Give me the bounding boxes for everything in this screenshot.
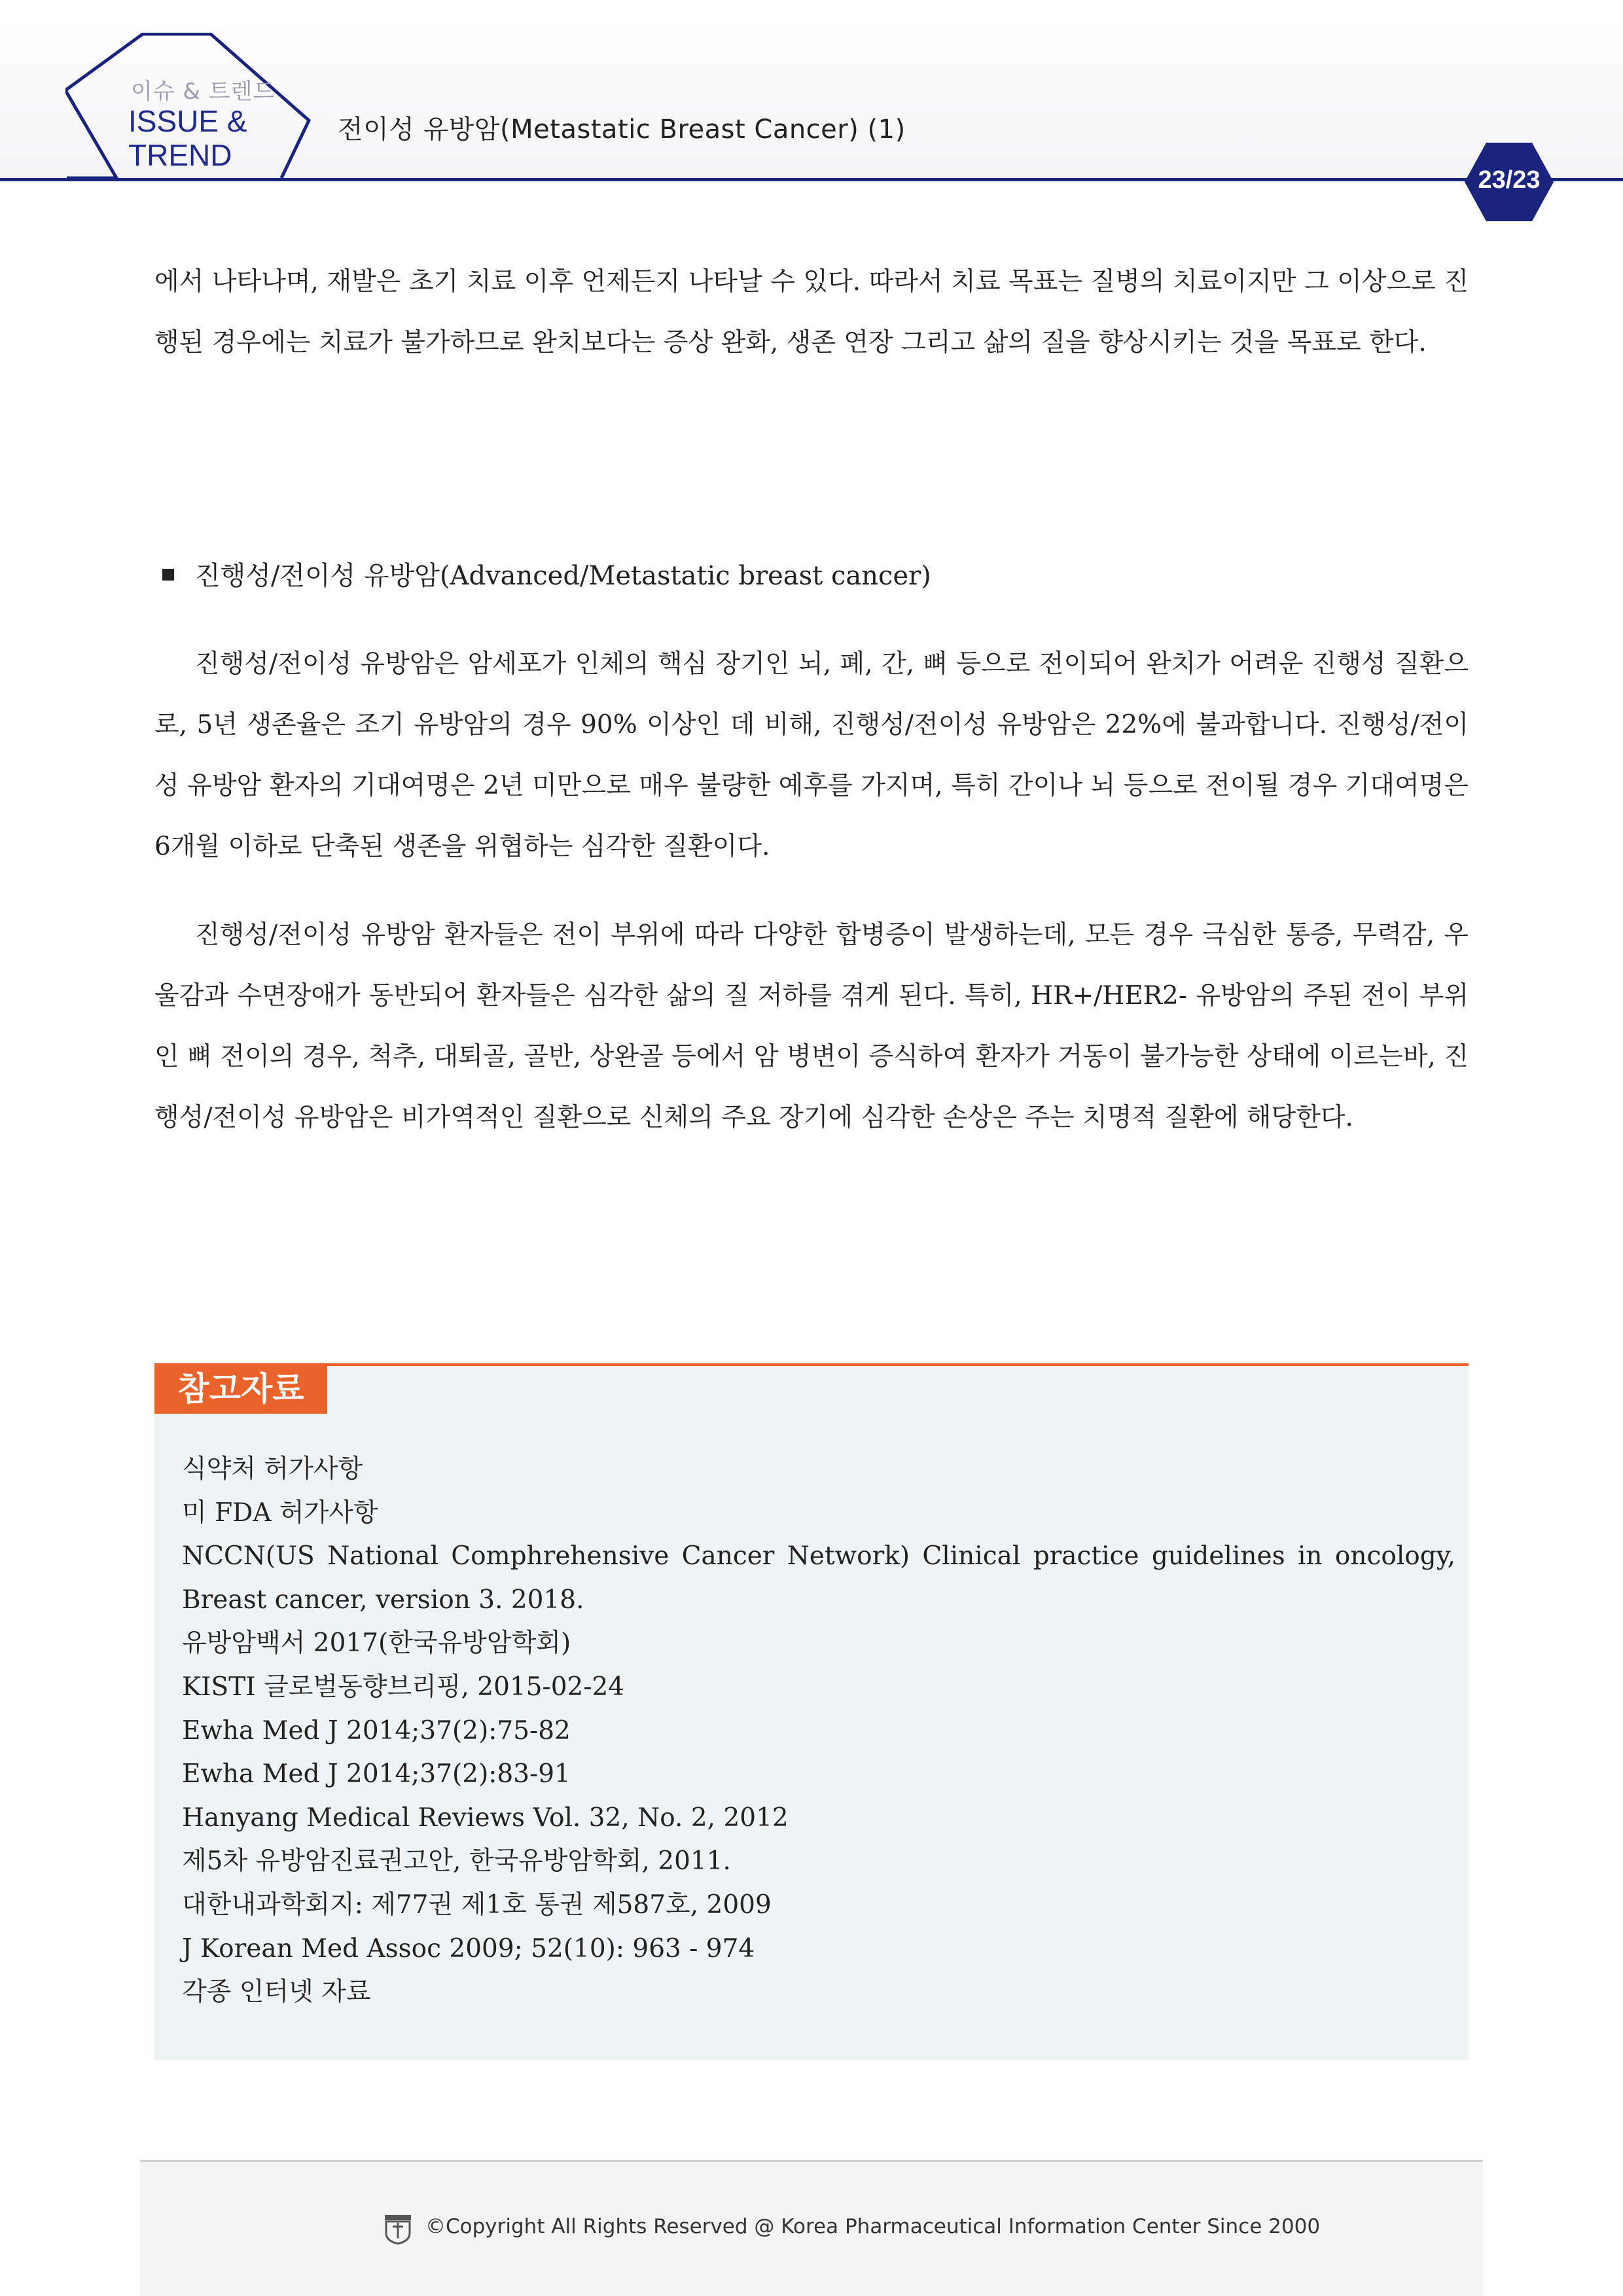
references-top-rule (154, 1363, 1469, 1366)
reference-item: 제5차 유방암진료권고안, 한국유방암학회, 2011. (182, 1846, 731, 1876)
references-list (182, 1448, 1455, 2015)
page-number: 23/23 (1478, 166, 1541, 194)
section-heading: 진행성/전이성 유방암(Advanced/Metastatic breast cancer) (195, 561, 931, 591)
reference-item: Hanyang Medical Reviews Vol. 32, No. 2, 2012 (182, 1803, 789, 1833)
reference-item: 유방암백서 2017(한국유방암학회) (182, 1628, 571, 1659)
reference-item: NCCN(US National Comphrehensive Cancer Network) Clinical practice guidelines in oncology, Breast cancer, version 3. 2018. (182, 1541, 1455, 1615)
reference-item: 각종 인터넷 자료 (182, 1977, 371, 2007)
reference-item: 대한내과학회지: 제77권 제1호 통권 제587호, 2009 (182, 1890, 772, 1920)
reference-item: 미 FDA 허가사항 (182, 1498, 378, 1528)
square-bullet-icon (162, 569, 174, 581)
reference-item: KISTI 글로벌동향브리핑, 2015-02-24 (182, 1672, 625, 1702)
intro-paragraph: 에서 나타나며, 재발은 초기 치료 이후 언제든지 나타날 수 있다. 따라서 치료 목표는 질병의 치료이지만 그 이상으로 진행된 경우에는 치료가 불가하므로 완치보다는 증상 완화, 생존 연장 그리고 삶의 질을 향상시키는 것을 목표로 한다. (154, 267, 1469, 357)
body-paragraph-2: 진행성/전이성 유방암 환자들은 전이 부위에 따라 다양한 합병증이 발생하는데, 모든 경우 극심한 통증, 무력감, 우울감과 수면장애가 동반되어 환자들은 심각한 삶의 질 저하를 겪게 된다. 특히, HR+/HER2- 유방암의 주된 전이 부위인 뼈 전이의 경우, 척추, 대퇴골, 골반, 상완골 등에서 암 병변이 증식하여 환자가 거동이 불가능한 상태에 이르는바, 진행성/전이성 유방암은 비가역적인 질환으로 신체의 주요 장기에 심각한 손상은 주는 치명적 질환에 해당한다. (154, 920, 1469, 1132)
reference-item: J Korean Med Assoc 2009; 52(10): 963 - 974 (182, 1933, 755, 1964)
footer-divider (140, 2160, 1483, 2162)
references-title: 참고자료 (154, 1364, 327, 1414)
page-title: 전이성 유방암(Metastatic Breast Cancer) (1) (338, 115, 906, 145)
body-paragraph-1: 진행성/전이성 유방암은 암세포가 인체의 핵심 장기인 뇌, 폐, 간, 뼈 등으로 전이되어 완치가 어려운 진행성 질환으로, 5년 생존율은 조기 유방암의 경우 90% 이상인 데 비해, 진행성/전이성 유방암은 22%에 불과합니다. 진행성/전이성 유방암 환자의 기대여명은 2년 미만으로 매우 불량한 예후를 가지며, 특히 간이나 뇌 등으로 전이될 경우 기대여명은 6개월 이하로 단축된 생존을 위협하는 심각한 질환이다. (154, 649, 1469, 861)
reference-item: 식약처 허가사항 (182, 1454, 363, 1484)
logo-trend-text: TREND (128, 138, 232, 172)
kpic-emblem-icon (383, 2214, 412, 2245)
reference-item: Ewha Med J 2014;37(2):83-91 (182, 1759, 571, 1789)
logo-korean-text: 이슈 & 트렌드 (131, 79, 276, 105)
reference-item: Ewha Med J 2014;37(2):75-82 (182, 1715, 571, 1746)
footer-copyright: ©Copyright All Rights Reserved @ Korea Pharmaceutical Information Center Since 2000 (425, 2215, 1321, 2238)
logo-issue-text: ISSUE & (128, 104, 247, 138)
